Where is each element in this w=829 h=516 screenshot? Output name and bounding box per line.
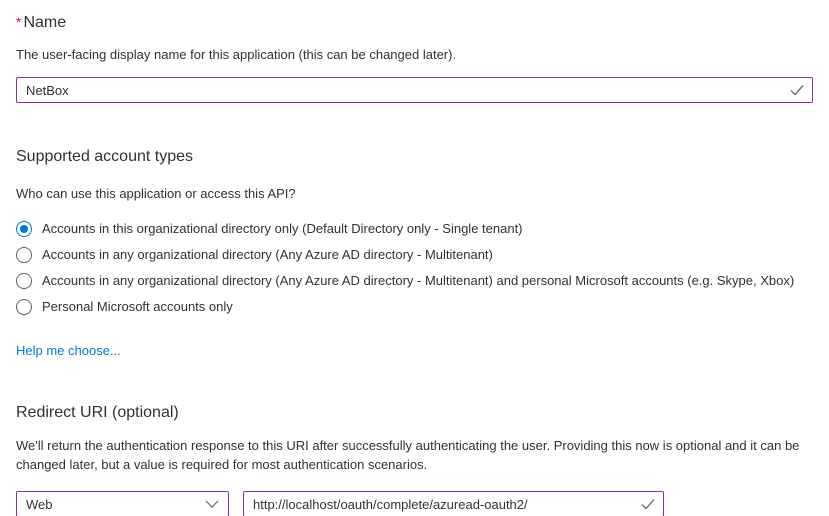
platform-select[interactable] [16, 491, 229, 516]
radio-option-personal-only[interactable] [16, 294, 813, 320]
radio-option-single-tenant[interactable] [16, 216, 813, 242]
radio-option-multitenant-personal[interactable] [16, 268, 813, 294]
redirect-uri-section [16, 403, 813, 516]
check-icon [641, 498, 655, 510]
name-input-container [16, 77, 813, 103]
check-icon [790, 84, 804, 96]
name-section [16, 12, 813, 103]
redirect-uri-heading: Redirect URI (optional) [16, 404, 179, 421]
radio-option-label: Accounts in any organizational directory (Any Azure AD directory - Multitenant) [42, 247, 493, 262]
account-types-heading: Supported account types [16, 148, 194, 165]
name-field-description: The user-facing display name for this application (this can be changed later). [16, 47, 457, 62]
account-types-radio-group [16, 216, 813, 320]
platform-select-value: Web [26, 496, 53, 512]
radio-button-icon[interactable] [16, 221, 32, 237]
account-types-question: Who can use this application or access this API? [16, 186, 296, 201]
radio-option-multitenant[interactable] [16, 242, 813, 268]
name-field-label [16, 12, 813, 33]
radio-button-icon[interactable] [16, 247, 32, 263]
radio-option-label: Personal Microsoft accounts only [42, 299, 233, 314]
chevron-down-icon [205, 500, 219, 509]
name-input[interactable] [17, 78, 812, 102]
required-asterisk: * [16, 14, 22, 30]
name-label-text: Name [23, 14, 67, 31]
redirect-uri-input[interactable] [244, 492, 663, 516]
redirect-uri-controls [16, 491, 813, 516]
radio-button-icon[interactable] [16, 299, 32, 315]
help-me-choose-link[interactable]: Help me choose... [16, 343, 121, 358]
supported-account-types-section [16, 147, 813, 360]
radio-button-icon[interactable] [16, 273, 32, 289]
redirect-uri-description: We'll return the authentication response to this URI after successfully authenticating the user. Providing this now is optional and it can be changed later, but a value is required for most authentication scenarios. [16, 438, 800, 472]
radio-option-label: Accounts in this organizational directory only (Default Directory only - Single tenant) [42, 221, 523, 236]
redirect-uri-input-container [243, 491, 664, 516]
radio-option-label: Accounts in any organizational directory (Any Azure AD directory - Multitenant) and personal Microsoft accounts (e.g. Skype, Xbox) [42, 273, 795, 288]
